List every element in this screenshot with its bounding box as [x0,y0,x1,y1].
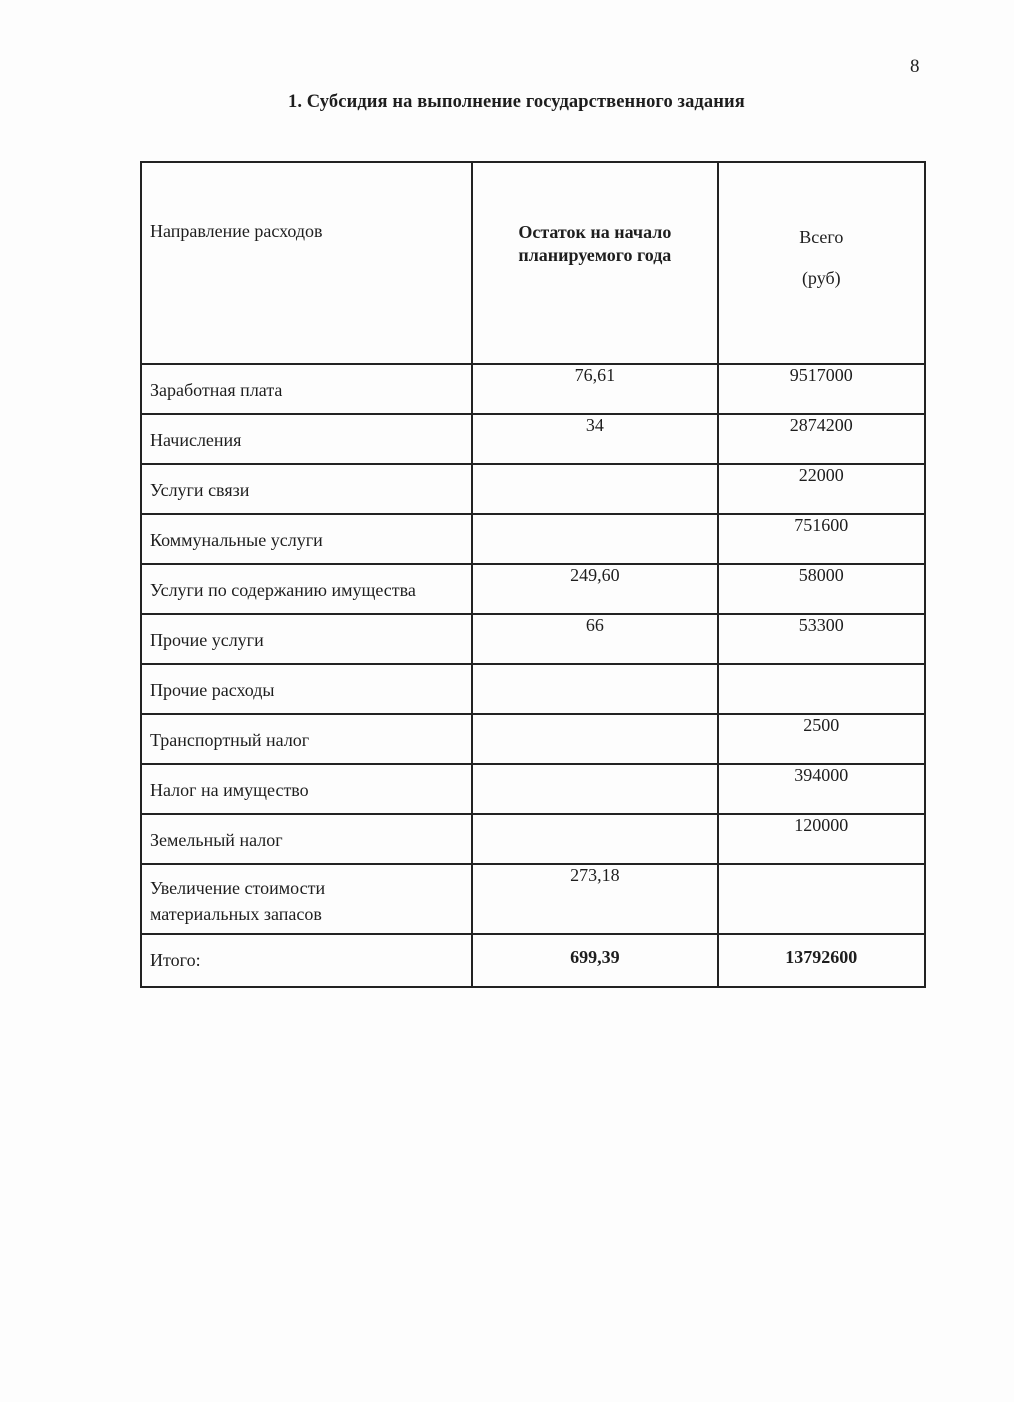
row-total: 394000 [718,764,925,814]
header-balance: Остаток на начало планируемого года [472,162,717,364]
table-row [141,464,925,514]
row-balance [472,764,717,814]
total-label: Итого: [141,934,472,987]
row-name: Земельный налог [141,814,472,864]
row-total: 9517000 [718,364,925,414]
row-name: Транспортный налог [141,714,472,764]
header-total [718,162,925,364]
row-name: Коммунальные услуги [141,514,472,564]
row-balance [472,514,717,564]
table-row [141,614,925,664]
row-total: 22000 [718,464,925,514]
header-direction: Направление расходов [141,162,472,364]
row-balance [472,714,717,764]
row-balance [472,664,717,714]
total-row [141,934,925,987]
row-name: Налог на имущество [141,764,472,814]
row-name: Начисления [141,414,472,464]
row-total: 58000 [718,564,925,614]
row-total: 2874200 [718,414,925,464]
table-row [141,764,925,814]
table-row [141,664,925,714]
table-header-row [141,162,925,364]
row-name: Услуги связи [141,464,472,514]
row-name: Заработная плата [141,364,472,414]
row-balance: 34 [472,414,717,464]
total-balance: 699,39 [472,934,717,987]
row-balance [472,814,717,864]
row-balance: 76,61 [472,364,717,414]
row-total: 2500 [718,714,925,764]
row-total: 120000 [718,814,925,864]
table-row [141,414,925,464]
row-total: 53300 [718,614,925,664]
row-total: 751600 [718,514,925,564]
row-balance [472,464,717,514]
table-row [141,564,925,614]
header-total-unit: (руб) [801,268,841,288]
page-number: 8 [910,56,920,77]
table-row [141,514,925,564]
expenses-table [140,161,926,988]
table-row [141,814,925,864]
row-name-line2: материальных запасов [150,904,322,924]
row-balance: 273,18 [472,864,717,934]
table-row [141,714,925,764]
row-name [141,864,472,934]
document-title: 1. Субсидия на выполнение государственного задания [288,92,745,112]
header-total-label: Всего [799,227,844,247]
row-name: Прочие расходы [141,664,472,714]
row-total [718,664,925,714]
row-name: Прочие услуги [141,614,472,664]
row-name-line1: Увеличение стоимости [150,878,326,898]
table-row [141,364,925,414]
row-balance: 66 [472,614,717,664]
table-row [141,864,925,934]
row-total [718,864,925,934]
row-balance: 249,60 [472,564,717,614]
row-name: Услуги по содержанию имущества [141,564,472,614]
total-sum: 13792600 [718,934,925,987]
